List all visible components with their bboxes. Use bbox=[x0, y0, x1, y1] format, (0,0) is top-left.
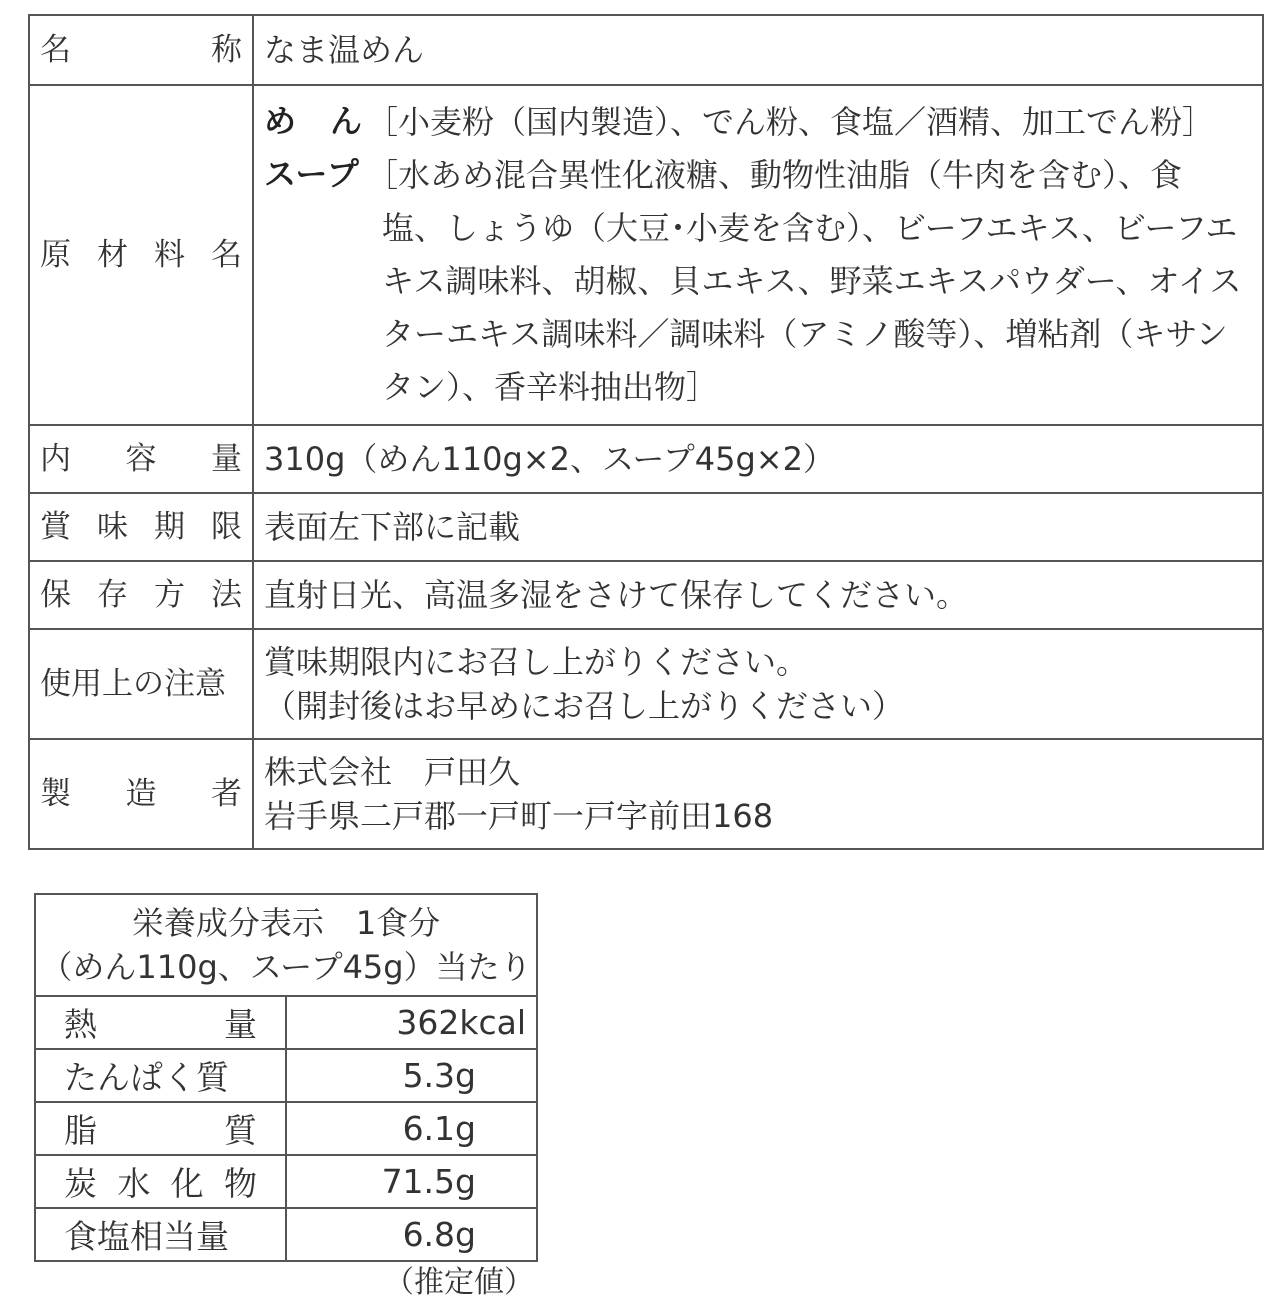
ingredient-noodle bbox=[264, 96, 1252, 149]
nutrition-facts bbox=[34, 893, 538, 1262]
nutrient-name bbox=[35, 1155, 286, 1208]
nutrient-char: 量 bbox=[224, 1005, 257, 1044]
head-ingredients bbox=[29, 85, 253, 425]
row-content bbox=[29, 425, 1263, 493]
ingredients-value bbox=[253, 85, 1263, 425]
nutrient-char: 脂 bbox=[64, 1111, 97, 1150]
head-storage bbox=[29, 561, 253, 629]
nutrient-value: 6.1g bbox=[286, 1102, 537, 1155]
nutrient-char: 化 bbox=[170, 1164, 204, 1203]
nutrient-name: 食塩相当量 bbox=[35, 1208, 286, 1261]
nutrition-title-row bbox=[35, 894, 537, 996]
head-char: 名 bbox=[211, 237, 242, 273]
head-char: 賞 bbox=[40, 509, 71, 545]
product-label-table bbox=[28, 14, 1264, 850]
head-best-before bbox=[29, 493, 253, 561]
head-char: 内 bbox=[40, 441, 71, 477]
nutrition-title-line-1: 栄養成分表示 1食分 bbox=[131, 904, 441, 942]
row-maker bbox=[29, 739, 1263, 849]
head-char: 限 bbox=[211, 509, 242, 545]
best-before-value: 表面左下部に記載 bbox=[253, 493, 1263, 561]
ingredient-noodle-list: ［小麦粉（国内製造）、でん粉、食塩／酒精、加工でん粉］ bbox=[366, 103, 1215, 141]
nutrient-char: 熱 bbox=[64, 1005, 97, 1044]
head-char: 期 bbox=[154, 509, 185, 545]
nutrition-title-line-2: （めん110g、スープ45g）当たり bbox=[40, 948, 532, 986]
head-char: 製 bbox=[40, 776, 71, 812]
head-caution: 使用上の注意 bbox=[29, 629, 253, 739]
maker-value bbox=[253, 739, 1263, 849]
ingredient-soup-body bbox=[366, 149, 1252, 414]
row-caution bbox=[29, 629, 1263, 739]
head-char: 保 bbox=[40, 577, 71, 613]
row-storage bbox=[29, 561, 1263, 629]
product-name: なま温めん bbox=[253, 15, 1263, 85]
head-char: 名 bbox=[40, 32, 71, 68]
nutrition-row-energy bbox=[35, 996, 537, 1049]
nutrient-value: 6.8g bbox=[286, 1208, 537, 1261]
head-char: 法 bbox=[211, 577, 242, 613]
ingredient-noodle-name: め ん bbox=[264, 102, 364, 140]
nutrient-value: 71.5g bbox=[286, 1155, 537, 1208]
ingredient-soup-list-rest: 塩、しょうゆ（大豆･小麦を含む）、ビーフエキス、ビーフエキス調味料、胡椒、貝エキス、野菜エキスパウダー、オイスターエキス調味料／調味料（アミノ酸等）、増粘剤（キサンタン）、香辛料抽出物］ bbox=[382, 209, 1242, 406]
nutrition-title bbox=[35, 894, 537, 996]
head-content bbox=[29, 425, 253, 493]
content-value: 310g（めん110g×2、スープ45g×2） bbox=[253, 425, 1263, 493]
ingredient-soup bbox=[264, 149, 1252, 414]
nutrient-name bbox=[35, 996, 286, 1049]
row-name bbox=[29, 15, 1263, 85]
ingredient-soup-name: スープ bbox=[264, 155, 360, 193]
head-char: 造 bbox=[125, 776, 157, 812]
nutrition-row-protein bbox=[35, 1049, 537, 1102]
head-char: 量 bbox=[211, 441, 242, 477]
row-ingredients bbox=[29, 85, 1263, 425]
nutrient-value: 5.3g bbox=[286, 1049, 537, 1102]
nutrition-row-salt bbox=[35, 1208, 537, 1261]
head-char: 者 bbox=[211, 776, 242, 812]
head-char: 料 bbox=[154, 237, 185, 273]
nutrient-char: 質 bbox=[224, 1111, 257, 1150]
ingredient-noodle-body bbox=[366, 96, 1252, 149]
nutrient-char: 炭 bbox=[64, 1164, 97, 1203]
maker-address: 岩手県二戸郡一戸町一戸字前田168 bbox=[264, 797, 774, 835]
nutrient-name: たんぱく質 bbox=[35, 1049, 286, 1102]
head-name bbox=[29, 15, 253, 85]
caution-line-2: （開封後はお早めにお召し上がりください） bbox=[264, 687, 905, 725]
head-char: 味 bbox=[97, 509, 128, 545]
ingredient-soup-list-first: ［水あめ混合異性化液糖、動物性油脂（牛肉を含む）、食 bbox=[366, 156, 1183, 194]
head-maker bbox=[29, 739, 253, 849]
nutrient-name bbox=[35, 1102, 286, 1155]
storage-value: 直射日光、高温多湿をさけて保存してください。 bbox=[253, 561, 1263, 629]
row-best-before bbox=[29, 493, 1263, 561]
nutrient-value: 362kcal bbox=[286, 996, 537, 1049]
head-char: 存 bbox=[97, 577, 128, 613]
nutrition-row-fat bbox=[35, 1102, 537, 1155]
maker-company: 株式会社 戸田久 bbox=[264, 753, 521, 791]
nutrient-char: 物 bbox=[223, 1164, 257, 1203]
nutrition-row-carbohydrate bbox=[35, 1155, 537, 1208]
head-char: 原 bbox=[40, 237, 71, 273]
head-char: 材 bbox=[97, 237, 128, 273]
estimate-note: （推定値） bbox=[384, 1265, 534, 1300]
nutrition-table bbox=[34, 893, 538, 1262]
head-char: 称 bbox=[211, 32, 242, 68]
head-char: 容 bbox=[125, 441, 157, 477]
caution-value bbox=[253, 629, 1263, 739]
caution-line-1: 賞味期限内にお召し上がりください。 bbox=[264, 643, 809, 681]
nutrient-char: 水 bbox=[117, 1164, 151, 1203]
head-char: 方 bbox=[154, 577, 185, 613]
